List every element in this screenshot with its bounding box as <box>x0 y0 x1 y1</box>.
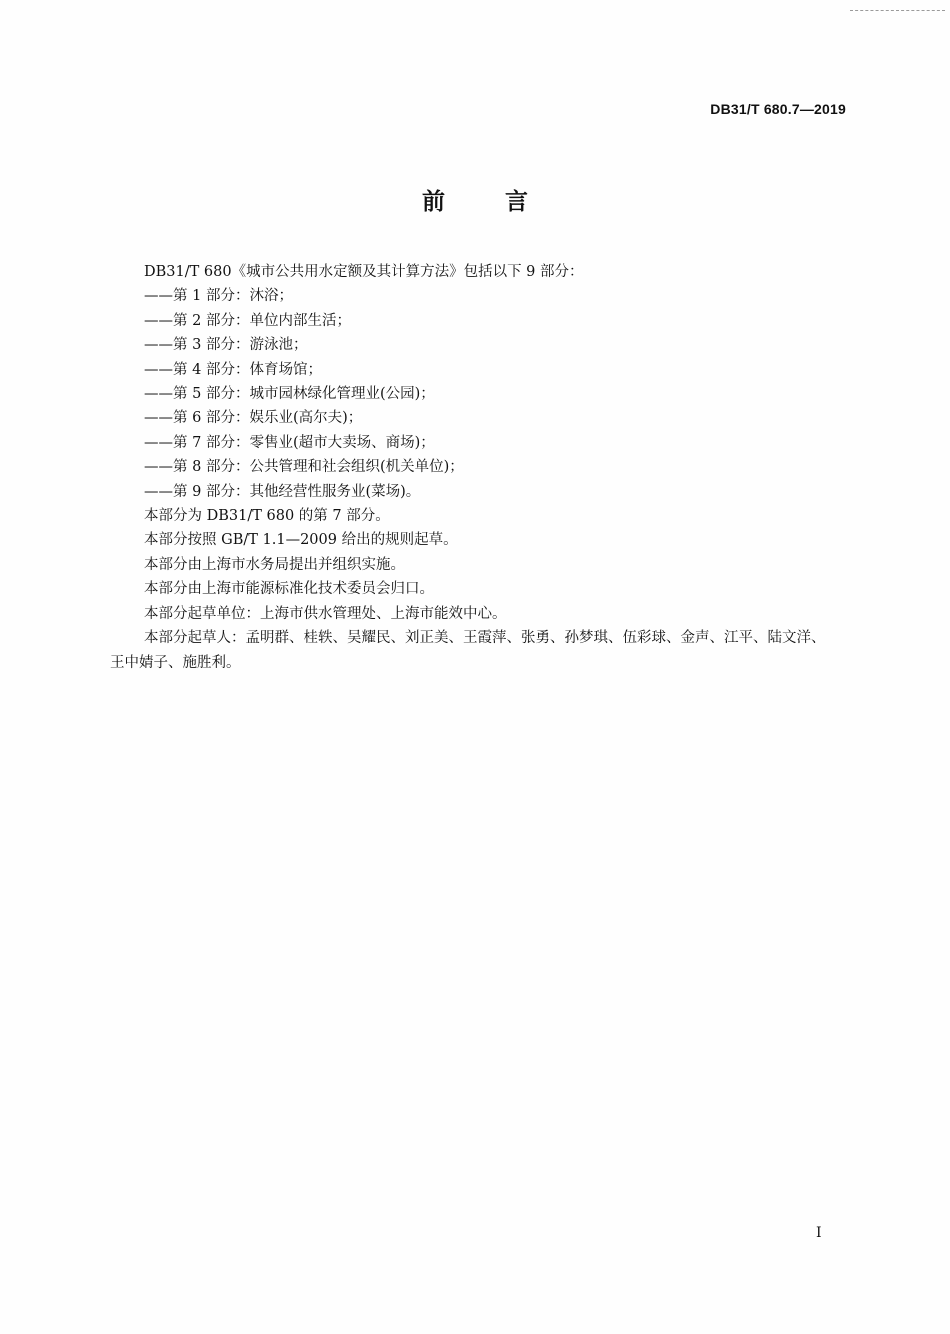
part-item-2: ——第 2 部分：单位内部生活； <box>144 312 351 329</box>
part-item-4: ——第 4 部分：体育场馆； <box>144 361 322 378</box>
statement-proposer: 本部分由上海市水务局提出并组织实施。 <box>144 556 405 573</box>
foreword-body <box>110 260 850 675</box>
statement-part-number: 本部分为 DB31/T 680 的第 7 部分。 <box>144 508 390 525</box>
part-item-3: ——第 3 部分：游泳池； <box>144 337 308 354</box>
document-id: DB31/T 680.7—2019 <box>710 101 846 117</box>
part-item-6: ——第 6 部分：娱乐业(高尔夫)； <box>144 410 363 427</box>
scan-edge-mark <box>850 10 945 12</box>
page-number: I <box>816 1225 822 1241</box>
drafters-line-2: 王中婧子、施胜利。 <box>110 654 241 671</box>
intro-paragraph: DB31/T 680《城市公共用水定额及其计算方法》包括以下 9 部分： <box>144 264 584 280</box>
statement-drafting-rules: 本部分按照 GB/T 1.1—2009 给出的规则起草。 <box>144 532 458 549</box>
page-title: 前言 <box>422 189 588 215</box>
part-item-1: ——第 1 部分：沐浴； <box>144 288 293 305</box>
part-item-5: ——第 5 部分：城市园林绿化管理业(公园)； <box>144 386 435 403</box>
part-item-7: ——第 7 部分：零售业(超市大卖场、商场)； <box>144 434 435 451</box>
drafters-line-1: 本部分起草人：孟明群、桂轶、吴耀民、刘正美、王霞萍、张勇、孙梦琪、伍彩球、金声、江平、陆文洋、 <box>144 630 826 647</box>
statement-committee: 本部分由上海市能源标准化技术委员会归口。 <box>144 581 434 598</box>
part-item-8: ——第 8 部分：公共管理和社会组织(机关单位)； <box>144 459 464 476</box>
part-item-9: ——第 9 部分：其他经营性服务业(菜场)。 <box>144 483 421 500</box>
statement-drafting-units: 本部分起草单位：上海市供水管理处、上海市能效中心。 <box>144 605 507 622</box>
